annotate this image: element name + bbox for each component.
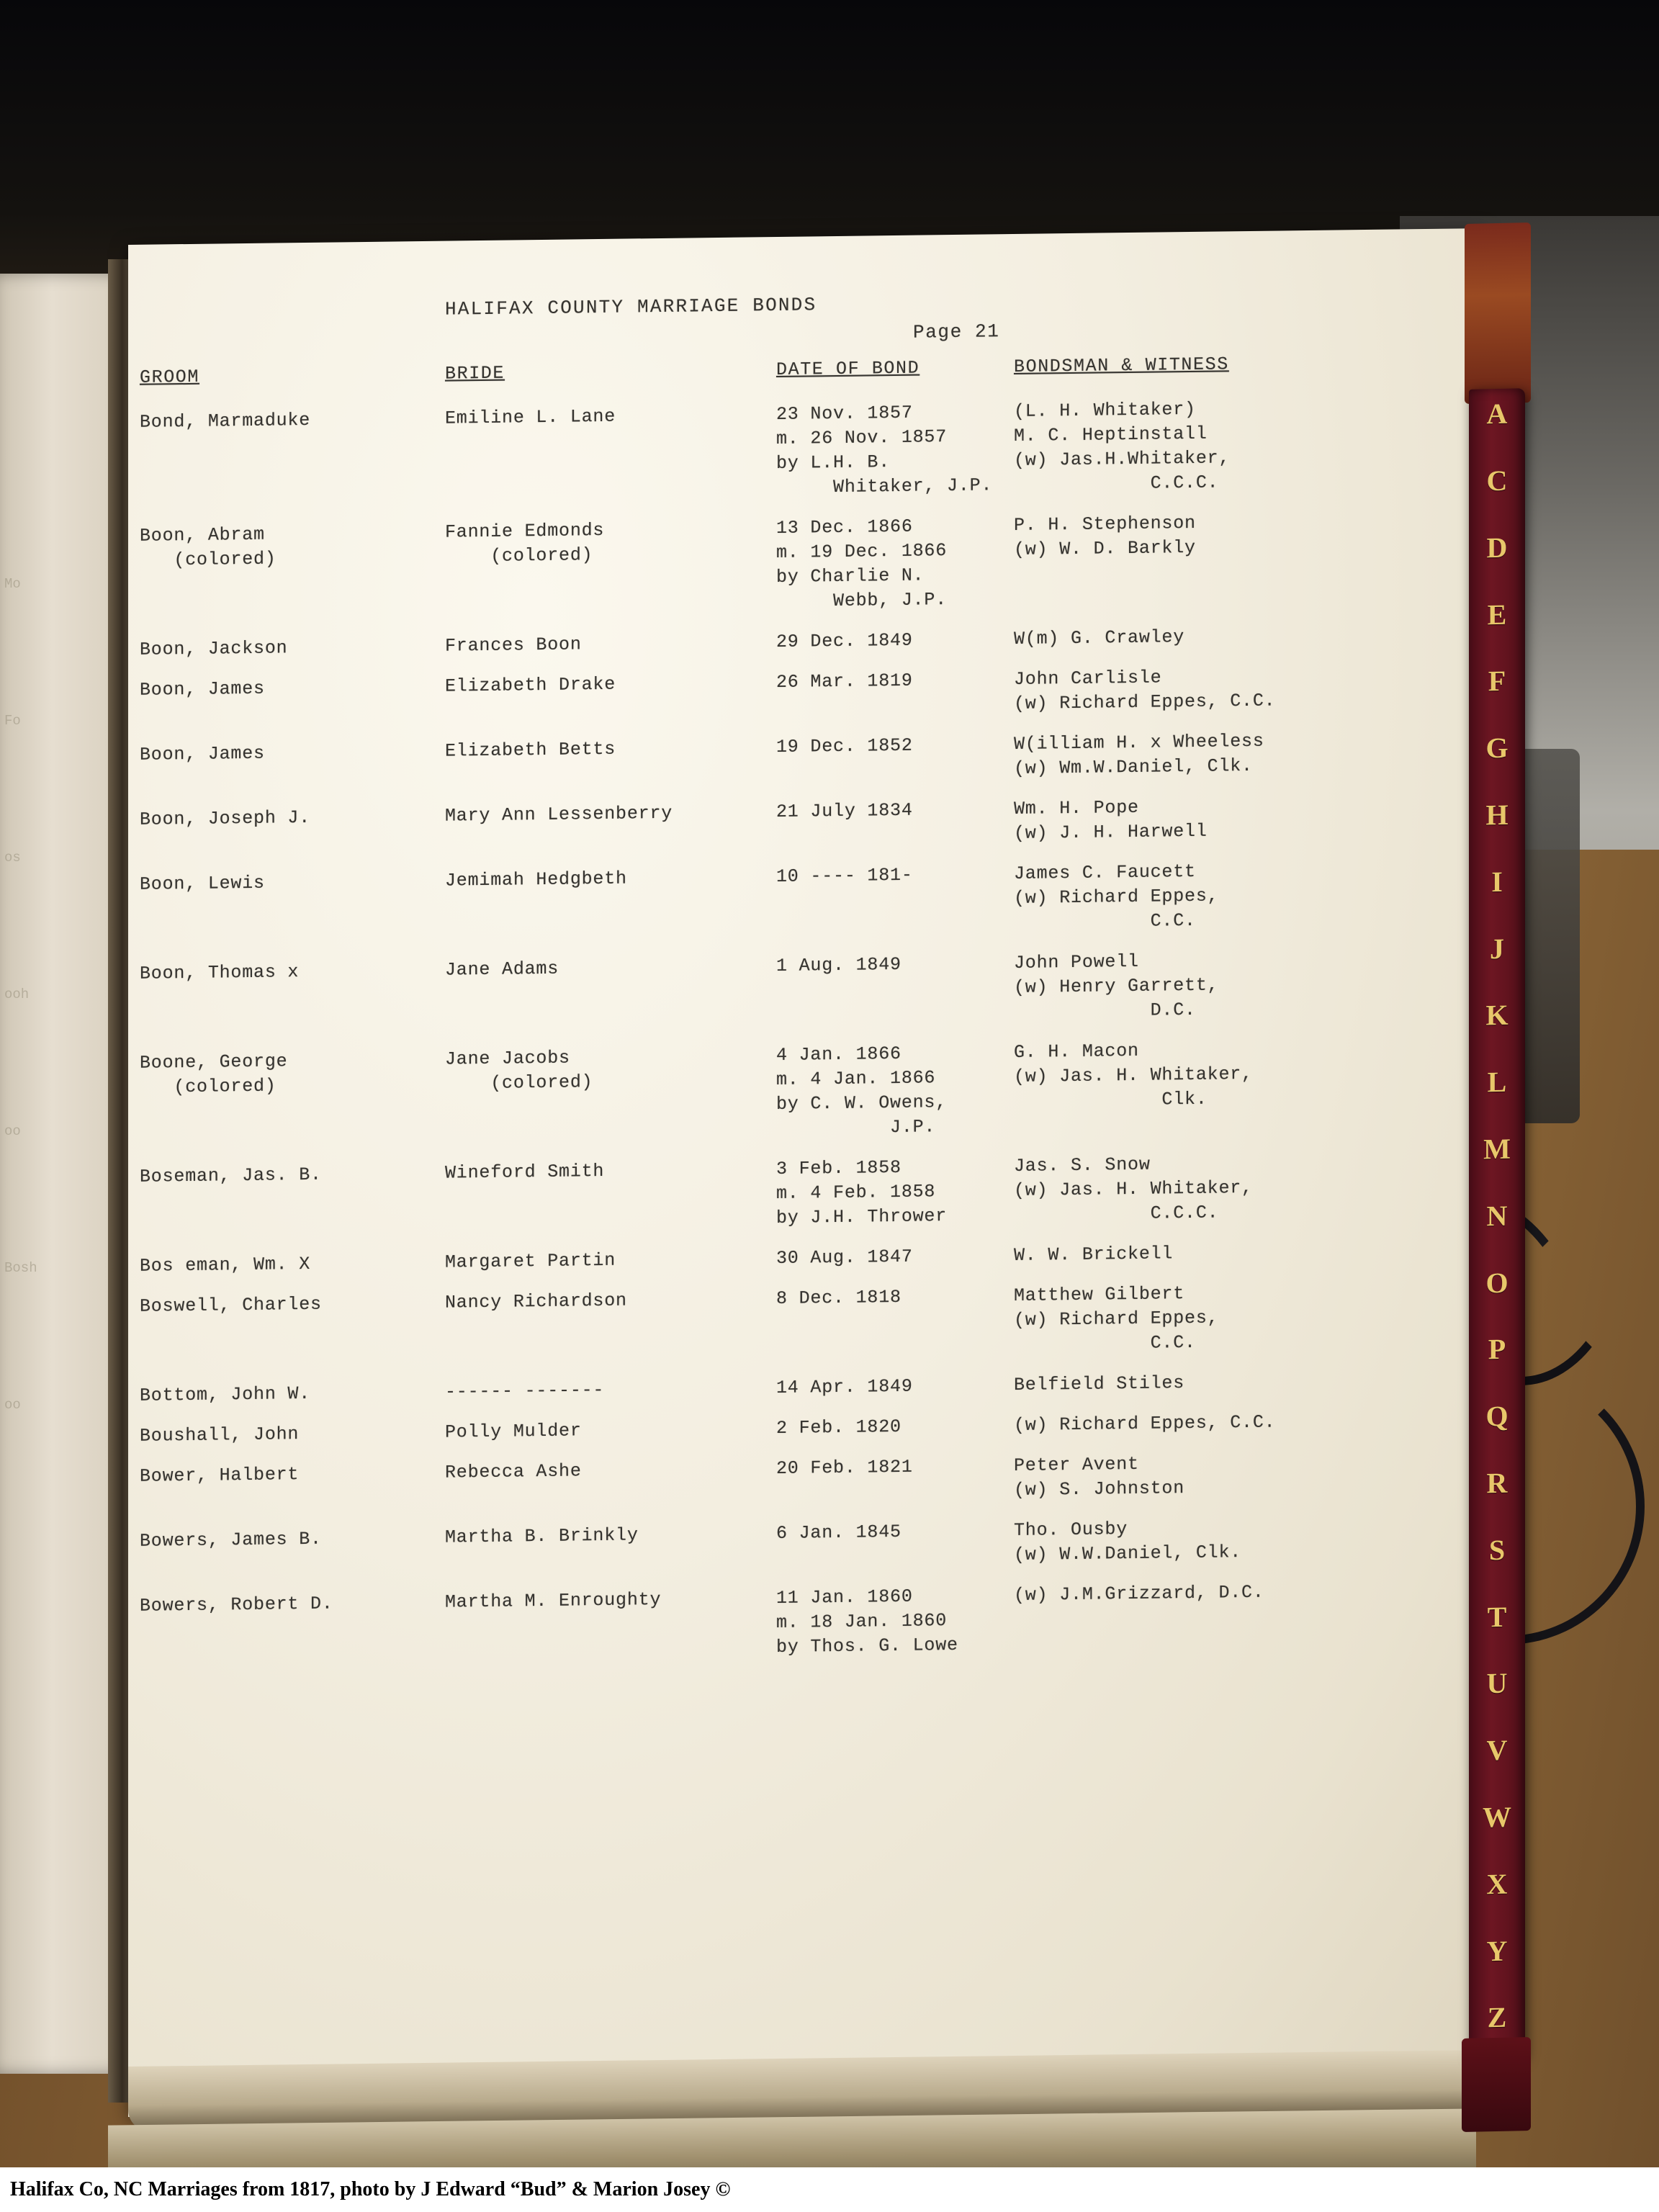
thumb-index-letter-f[interactable]: F — [1488, 665, 1506, 698]
thumb-index-letter-d[interactable]: D — [1486, 531, 1508, 565]
entry-bride-note: (colored) — [445, 544, 593, 567]
entry-groom: Bowers, James B. — [140, 1528, 322, 1552]
entry-date-line: 14 Apr. 1849 — [776, 1375, 913, 1399]
entry-bondsman-line: (w) Jas. H. Whitaker, — [1014, 1177, 1253, 1201]
thumb-index-letter-g[interactable]: G — [1485, 731, 1509, 765]
left-page-text-fragment: Bosh — [4, 1260, 37, 1276]
thumb-index-letter-q[interactable]: Q — [1485, 1399, 1509, 1433]
entry-groom: Bowers, Robert D. — [140, 1593, 333, 1617]
entry-bondsman-line: (w) Richard Eppes, C.C. — [1014, 690, 1276, 714]
thumb-index-letter-l[interactable]: L — [1487, 1065, 1507, 1099]
thumb-index-letter-k[interactable]: K — [1485, 999, 1509, 1032]
book-spine-bottom — [1462, 2037, 1531, 2132]
entry-date-line: by C. W. Owens, — [776, 1092, 948, 1115]
open-book — [0, 245, 1548, 2139]
entry-bondsman-line: Peter Avent — [1014, 1453, 1139, 1476]
entry-groom: Boushall, John — [140, 1424, 300, 1447]
entry-bride: Polly Mulder — [445, 1420, 582, 1443]
column-header-date: DATE OF BOND — [776, 357, 920, 381]
entry-date-line: Webb, J.P. — [776, 589, 948, 613]
thumb-index-letter-h[interactable]: H — [1485, 798, 1509, 832]
entry-bondsman-line: Jas. S. Snow — [1014, 1154, 1151, 1177]
entry-bondsman-line: John Carlisle — [1014, 667, 1162, 690]
thumb-index-letter-z[interactable]: Z — [1487, 2001, 1507, 2034]
entry-bride: Margaret Partin — [445, 1249, 616, 1273]
entry-bondsman-line: W. W. Brickell — [1014, 1243, 1174, 1266]
entry-date-line: by L.H. B. — [776, 451, 891, 475]
entry-date-line: m. 18 Jan. 1860 — [776, 1610, 948, 1634]
typed-record-sheet — [128, 228, 1482, 2117]
entry-groom: Boon, Joseph J. — [140, 806, 311, 830]
entry-date-line: m. 19 Dec. 1866 — [776, 540, 948, 564]
entry-bride: Elizabeth Betts — [445, 738, 616, 762]
thumb-index-letter-n[interactable]: N — [1486, 1199, 1508, 1233]
entry-date-line: 29 Dec. 1849 — [776, 629, 913, 653]
entry-date-line: 3 Feb. 1858 — [776, 1156, 902, 1180]
entry-bride: ------ ------- — [445, 1379, 605, 1403]
entry-date-line: by Thos. G. Lowe — [776, 1634, 958, 1658]
entry-date-line: m. 26 Nov. 1857 — [776, 426, 948, 450]
entry-date-line: 1 Aug. 1849 — [776, 953, 902, 977]
entry-date-line: 26 Mar. 1819 — [776, 670, 913, 693]
entry-groom: Boon, Abram — [140, 523, 265, 547]
entry-groom: Bond, Marmaduke — [140, 409, 311, 433]
entry-groom: Boseman, Jas. B. — [140, 1164, 322, 1187]
thumb-index-letter-m[interactable]: M — [1483, 1132, 1511, 1166]
entry-bride: Frances Boon — [445, 634, 582, 657]
entry-bride: Wineford Smith — [445, 1160, 605, 1184]
entry-date-line: 30 Aug. 1847 — [776, 1246, 913, 1269]
book-spine-top — [1465, 222, 1531, 404]
entry-date-line: m. 4 Jan. 1866 — [776, 1067, 936, 1091]
entry-date-line: 13 Dec. 1866 — [776, 516, 913, 539]
entry-date-line: m. 4 Feb. 1858 — [776, 1181, 936, 1205]
entry-groom: Boswell, Charles — [140, 1293, 322, 1317]
entry-date-line: 11 Jan. 1860 — [776, 1586, 913, 1609]
entry-bride: Emiline L. Lane — [445, 405, 616, 429]
column-header-groom: GROOM — [140, 366, 200, 388]
entry-bondsman-line: Matthew Gilbert — [1014, 1283, 1185, 1306]
entry-bride: Jane Adams — [445, 958, 559, 981]
entry-groom: Bower, Halbert — [140, 1464, 300, 1487]
entry-bondsman-line: (w) Jas.H.Whitaker, — [1014, 447, 1231, 471]
entry-groom: Boon, James — [140, 678, 265, 701]
entry-date-line: J.P. — [776, 1116, 936, 1140]
entry-groom: Boon, Jackson — [140, 637, 288, 660]
entry-bride: Nancy Richardson — [445, 1290, 627, 1313]
entry-bride: Jane Jacobs — [445, 1047, 570, 1070]
entry-groom: Boon, James — [140, 742, 265, 765]
entry-bondsman-line: (w) Henry Garrett, — [1014, 974, 1219, 998]
entry-groom-note: (colored) — [140, 1075, 276, 1098]
left-page-text-fragment: oo — [4, 1123, 21, 1139]
entry-bondsman-line: James C. Faucett — [1014, 860, 1196, 884]
entry-bondsman-line: (w) Richard Eppes, — [1014, 885, 1219, 909]
thumb-index-letter-o[interactable]: O — [1485, 1266, 1509, 1299]
left-page-text-fragment: ooh — [4, 986, 30, 1002]
thumb-index-tabs[interactable] — [1469, 388, 1525, 2060]
entry-bondsman-line: (w) Richard Eppes, — [1014, 1307, 1219, 1331]
left-page-text-fragment: Fo — [4, 713, 21, 729]
left-page-text-fragment: Mo — [4, 576, 21, 592]
caption-bar — [0, 2167, 1659, 2212]
entry-bride: Elizabeth Drake — [445, 673, 616, 697]
thumb-index-letter-a[interactable]: A — [1486, 397, 1508, 431]
entry-date-line: 23 Nov. 1857 — [776, 402, 913, 426]
entry-bride: Martha M. Enroughty — [445, 1588, 662, 1613]
entry-bride: Martha B. Brinkly — [445, 1524, 639, 1548]
entry-bondsman-line: P. H. Stephenson — [1014, 512, 1196, 536]
entry-bride: Rebecca Ashe — [445, 1460, 582, 1483]
entry-bondsman-line: John Powell — [1014, 950, 1139, 974]
entry-date-line: 10 ---- 181- — [776, 864, 913, 888]
entry-bride: Fannie Edmonds — [445, 519, 605, 543]
entry-date-line: 6 Jan. 1845 — [776, 1521, 902, 1545]
thumb-index-letter-v[interactable]: V — [1486, 1733, 1508, 1767]
entry-date-line: 4 Jan. 1866 — [776, 1043, 902, 1066]
column-header-bride: BRIDE — [445, 362, 505, 385]
entry-bondsman-line: C.C.C. — [1014, 1202, 1219, 1226]
thumb-index-letter-w[interactable]: W — [1483, 1800, 1511, 1834]
entry-bondsman-line: (w) Wm.W.Daniel, Clk. — [1014, 755, 1253, 779]
thumb-index-letter-i[interactable]: I — [1491, 865, 1503, 898]
left-page-text-fragment: oo — [4, 1397, 21, 1413]
document-title: HALIFAX COUNTY MARRIAGE BONDS — [445, 294, 817, 320]
entry-bondsman-line: Tho. Ousby — [1014, 1519, 1128, 1541]
entry-bondsman-line: (L. H. Whitaker) — [1014, 398, 1196, 422]
thumb-index-letter-u[interactable]: U — [1486, 1667, 1508, 1700]
entry-bondsman-line: Clk. — [1014, 1088, 1208, 1112]
entry-bondsman-line: D.C. — [1014, 999, 1196, 1022]
entry-date-line: Whitaker, J.P. — [776, 475, 993, 499]
entry-bondsman-line: (w) S. Johnston — [1014, 1478, 1185, 1501]
entry-date-line: 2 Feb. 1820 — [776, 1416, 902, 1439]
entry-date-line: by Charlie N. — [776, 565, 925, 588]
entry-bondsman-line: (w) W.W.Daniel, Clk. — [1014, 1542, 1242, 1565]
entry-bride: Mary Ann Lessenberry — [445, 802, 673, 827]
entry-bondsman-line: G. H. Macon — [1014, 1040, 1139, 1063]
entry-groom: Boon, Thomas x — [140, 961, 300, 984]
entry-bride-note: (colored) — [445, 1071, 593, 1094]
thumb-index-letter-r[interactable]: R — [1486, 1466, 1508, 1500]
entry-date-line: 8 Dec. 1818 — [776, 1286, 902, 1310]
caption-text: Halifax Co, NC Marriages from 1817, photo by J Edward “Bud” & Marion Josey © — [10, 2178, 731, 2200]
entry-bondsman-line: (w) J.M.Grizzard, D.C. — [1014, 1581, 1264, 1606]
right-page — [128, 228, 1482, 2117]
entry-groom: Boone, George — [140, 1051, 288, 1074]
entry-bride: Jemimah Hedgbeth — [445, 868, 627, 891]
entry-groom: Bos eman, Wm. X — [140, 1253, 311, 1277]
entry-bondsman-line: C.C. — [1014, 909, 1196, 933]
thumb-index-letter-p[interactable]: P — [1488, 1333, 1506, 1366]
entry-bondsman-line: W(illiam H. x Wheeless — [1014, 730, 1264, 755]
entry-bondsman-line: Belfield Stiles — [1014, 1372, 1185, 1395]
entry-date-line: 20 Feb. 1821 — [776, 1456, 913, 1480]
entry-date-line: by J.H. Thrower — [776, 1205, 948, 1229]
entry-bondsman-line: M. C. Heptinstall — [1014, 423, 1208, 446]
thumb-index-letter-c[interactable]: C — [1486, 464, 1508, 498]
column-header-bondsman: BONDSMAN & WITNESS — [1014, 354, 1229, 377]
page-number: Page 21 — [913, 320, 1000, 343]
entry-bondsman-line: (w) Jas. H. Whitaker, — [1014, 1063, 1253, 1087]
entry-bondsman-line: Wm. H. Pope — [1014, 796, 1139, 819]
entry-date-line: 19 Dec. 1852 — [776, 734, 913, 758]
thumb-index-letter-e[interactable]: E — [1487, 598, 1507, 631]
entry-date-line: 21 July 1834 — [776, 799, 913, 823]
entry-bondsman-line: C.C. — [1014, 1331, 1196, 1355]
thumb-index-letter-t[interactable]: T — [1487, 1600, 1507, 1633]
entry-bondsman-line: (w) W. D. Barkly — [1014, 536, 1196, 560]
thumb-index-letter-y[interactable]: Y — [1486, 1934, 1508, 1967]
entry-bondsman-line: C.C.C. — [1014, 472, 1219, 495]
left-page-text-fragment: os — [4, 850, 21, 866]
thumb-index-letter-x[interactable]: X — [1486, 1867, 1508, 1901]
thumb-index-letter-s[interactable]: S — [1488, 1533, 1506, 1566]
entry-groom-note: (colored) — [140, 548, 276, 571]
entry-groom: Bottom, John W. — [140, 1382, 311, 1406]
entry-groom: Boon, Lewis — [140, 872, 265, 895]
entry-bondsman-line: W(m) G. Crawley — [1014, 626, 1185, 649]
thumb-index-letter-j[interactable]: J — [1490, 932, 1504, 965]
entry-bondsman-line: (w) Richard Eppes, C.C. — [1014, 1411, 1276, 1436]
entry-bondsman-line: (w) J. H. Harwell — [1014, 820, 1208, 844]
